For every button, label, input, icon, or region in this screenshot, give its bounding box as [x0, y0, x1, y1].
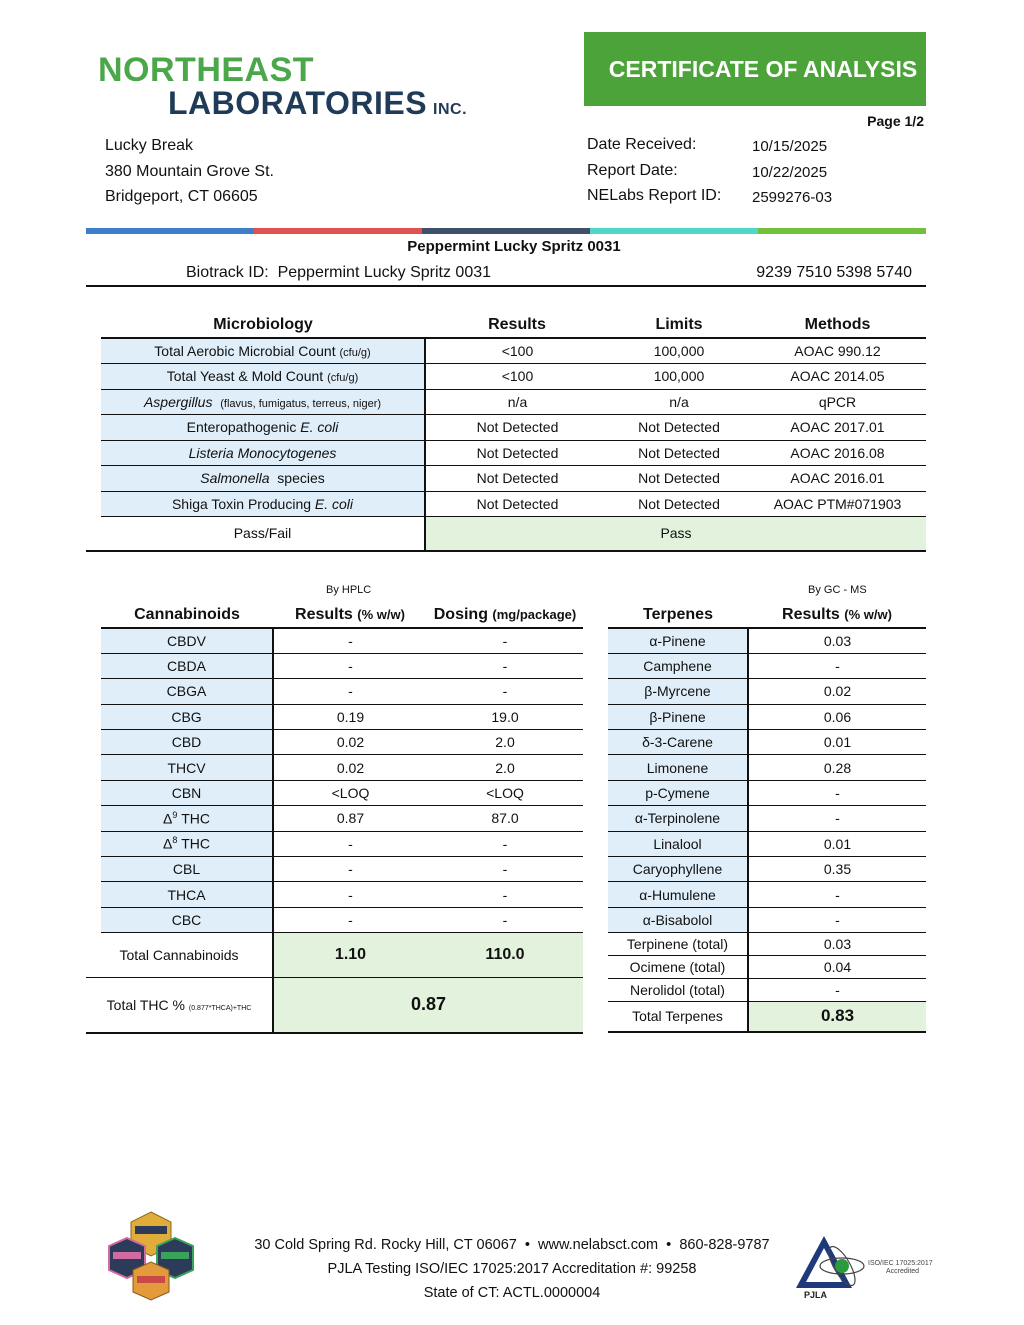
cannabinoid-name: CBG — [101, 704, 273, 729]
terpene-result: 0.01 — [748, 730, 926, 755]
micro-method: AOAC 2014.05 — [749, 364, 926, 390]
terpene-name: α-Humulene — [608, 882, 748, 907]
micro-limit: Not Detected — [609, 415, 749, 441]
cannabinoid-result: 0.87 — [273, 806, 427, 831]
terpene-result: - — [748, 882, 926, 907]
table-row — [608, 653, 926, 678]
total-terpenes-row — [608, 1002, 926, 1032]
bar-segment-navy — [422, 228, 590, 234]
table-row — [86, 491, 926, 517]
client-street: 380 Mountain Grove St. — [105, 163, 274, 180]
total-terpenes-value: 0.83 — [748, 1002, 926, 1032]
micro-method: AOAC 2016.08 — [749, 440, 926, 466]
table-row — [86, 415, 926, 441]
passfail-label: Pass/Fail — [101, 517, 425, 551]
terpene-name: α-Pinene — [608, 628, 748, 653]
footer-website[interactable]: www.nelabsct.com — [538, 1237, 659, 1253]
report-date-label: Report Date: — [587, 162, 678, 179]
terpene-subtotal-result: - — [748, 979, 926, 1002]
micro-result: <100 — [425, 338, 609, 364]
bar-segment-teal — [590, 228, 758, 234]
terpene-result: 0.06 — [748, 704, 926, 729]
micro-method: AOAC 2017.01 — [749, 415, 926, 441]
micro-header-name: Microbiology — [101, 313, 425, 338]
table-row — [86, 679, 583, 704]
table-row — [608, 882, 926, 907]
logo-laboratories: LABORATORIES — [168, 85, 428, 121]
table-row — [86, 389, 926, 415]
cannabinoid-name: $\Delta^8$ THC — [101, 831, 273, 856]
cannabinoid-name: CBDV — [101, 628, 273, 653]
terpene-result: - — [748, 907, 926, 932]
terpene-result: 0.01 — [748, 831, 926, 856]
cannabinoid-dosing: - — [427, 628, 583, 653]
iso-text: ISO/IEC 17025:2017 — [868, 1260, 933, 1267]
table-row — [608, 979, 926, 1002]
cannabinoid-result: - — [273, 628, 427, 653]
table-row — [608, 933, 926, 956]
cannabinoid-name: CBD — [101, 730, 273, 755]
terpene-name: p-Cymene — [608, 780, 748, 805]
company-logo-line2 — [168, 86, 467, 127]
cannabinoid-name: CBN — [101, 780, 273, 805]
terpene-subtotal-name: Terpinene (total) — [608, 933, 748, 956]
table-row — [86, 628, 583, 653]
micro-test-name: Total Yeast & Mold Count (cfu/g) — [101, 364, 425, 390]
cannabinoid-dosing: - — [427, 831, 583, 856]
terpene-name: α-Terpinolene — [608, 806, 748, 831]
terpene-result: - — [748, 780, 926, 805]
micro-test-name: Total Aerobic Microbial Count (cfu/g) — [101, 338, 425, 364]
cannabinoid-name: CBC — [101, 907, 273, 932]
terpene-name: α-Bisabolol — [608, 907, 748, 932]
table-row — [608, 956, 926, 979]
table-row — [608, 628, 926, 653]
micro-limit: Not Detected — [609, 440, 749, 466]
biotrack-line — [186, 264, 491, 282]
pjla-accreditation-logo — [790, 1232, 942, 1306]
iso-accredited-text: Accredited — [886, 1268, 920, 1275]
cannabinoid-result: <LOQ — [273, 780, 427, 805]
table-row — [86, 857, 583, 882]
cannabinoid-result: - — [273, 907, 427, 932]
biotrack-value: Peppermint Lucky Spritz 0031 — [277, 264, 492, 281]
cannabinoid-name: THCA — [101, 882, 273, 907]
total-cannabinoids-result: 1.10 — [273, 933, 427, 978]
table-row — [608, 704, 926, 729]
cannabinoid-dosing: 19.0 — [427, 704, 583, 729]
total-cannabinoids-label: Total Cannabinoids — [86, 933, 273, 978]
micro-header-methods: Methods — [749, 313, 926, 338]
cannabinoid-result: - — [273, 882, 427, 907]
micro-method: qPCR — [749, 389, 926, 415]
footer-phone: 860-828-9787 — [679, 1237, 770, 1253]
date-received-value: 10/15/2025 — [752, 138, 828, 155]
cannabinoid-dosing: - — [427, 679, 583, 704]
table-row — [608, 831, 926, 856]
terpene-name: Linalool — [608, 831, 748, 856]
cannabinoid-name: CBGA — [101, 679, 273, 704]
micro-test-name: Salmonella species — [101, 466, 425, 492]
total-cannabinoids-dosing: 110.0 — [427, 933, 583, 978]
terpene-header-name: Terpenes — [608, 603, 748, 628]
passfail-value: Pass — [425, 517, 926, 551]
cannabinoid-name: THCV — [101, 755, 273, 780]
table-row — [86, 882, 583, 907]
report-id-label: NELabs Report ID: — [587, 187, 722, 204]
footer-address: 30 Cold Spring Rd. Rocky Hill, CT 06067 — [254, 1237, 517, 1253]
cannabinoid-name: CBDA — [101, 653, 273, 678]
bar-segment-red — [254, 228, 422, 234]
micro-test-name: Enteropathogenic E. coli — [101, 415, 425, 441]
cannabinoid-header-dosing: Dosing (mg/package) — [427, 603, 583, 628]
table-row — [86, 338, 926, 364]
passfail-row — [86, 517, 926, 551]
table-row — [86, 364, 926, 390]
cannabinoid-dosing: - — [427, 907, 583, 932]
micro-result: Not Detected — [425, 466, 609, 492]
terpene-name: δ-3-Carene — [608, 730, 748, 755]
page-number: Page 1/2 — [867, 113, 924, 129]
table-row — [608, 730, 926, 755]
table-row — [86, 440, 926, 466]
micro-test-name: Aspergillus (flavus, fumigatus, terreus, niger) — [101, 389, 425, 415]
color-divider-bar — [86, 228, 926, 234]
micro-result: Not Detected — [425, 491, 609, 517]
terpene-result: - — [748, 653, 926, 678]
micro-limit: 100,000 — [609, 338, 749, 364]
micro-limit: Not Detected — [609, 466, 749, 492]
award-badges-icon — [105, 1210, 197, 1302]
total-thc-row — [86, 978, 583, 1033]
terpene-subtotal-name: Ocimene (total) — [608, 956, 748, 979]
footer-accreditation: PJLA Testing ISO/IEC 17025:2017 Accreditation #: 99258 — [327, 1261, 697, 1277]
footer-state-license: State of CT: ACTL.0000004 — [423, 1285, 601, 1301]
terpene-result: 0.35 — [748, 857, 926, 882]
total-terpenes-label: Total Terpenes — [608, 1002, 748, 1032]
report-id-value: 2599276-03 — [752, 189, 833, 206]
terpene-subtotal-result: 0.03 — [748, 933, 926, 956]
cannabinoid-result: - — [273, 857, 427, 882]
product-divider — [86, 285, 926, 287]
biotrack-label: Biotrack ID: — [186, 264, 269, 281]
micro-limit: Not Detected — [609, 491, 749, 517]
cannabinoid-result: - — [273, 831, 427, 856]
micro-result: Not Detected — [425, 415, 609, 441]
micro-result: <100 — [425, 364, 609, 390]
total-cannabinoids-row — [86, 933, 583, 978]
terpene-name: β-Myrcene — [608, 679, 748, 704]
terpene-result: 0.28 — [748, 755, 926, 780]
cannabinoid-dosing: 87.0 — [427, 806, 583, 831]
cannabinoid-dosing: 2.0 — [427, 730, 583, 755]
micro-result: n/a — [425, 389, 609, 415]
micro-limit: n/a — [609, 389, 749, 415]
company-logo-line1: NORTHEAST — [98, 51, 315, 89]
table-row — [86, 653, 583, 678]
terpene-result: 0.02 — [748, 679, 926, 704]
cannabinoid-dosing: - — [427, 857, 583, 882]
terpene-subtotal-result: 0.04 — [748, 956, 926, 979]
terpene-name: Limonene — [608, 755, 748, 780]
terpenes-table — [608, 603, 926, 1033]
micro-method: AOAC PTM#071903 — [749, 491, 926, 517]
cannabinoid-header-results: Results (% w/w) — [273, 603, 427, 628]
micro-limit: 100,000 — [609, 364, 749, 390]
micro-test-name: Listeria Monocytogenes — [101, 440, 425, 466]
cannabinoids-table — [86, 603, 583, 1034]
cannabinoid-dosing: 2.0 — [427, 755, 583, 780]
table-pad — [86, 313, 101, 338]
terpene-header-results: Results (% w/w) — [748, 603, 926, 628]
client-name: Lucky Break — [105, 137, 194, 154]
total-thc-value: 0.87 — [273, 978, 583, 1033]
micro-test-name: Shiga Toxin Producing E. coli — [101, 491, 425, 517]
terpene-result: 0.03 — [748, 628, 926, 653]
cannabinoid-name: CBL — [101, 857, 273, 882]
cannabinoid-dosing: <LOQ — [427, 780, 583, 805]
date-received-label: Date Received: — [587, 136, 697, 153]
table-row — [608, 780, 926, 805]
cannabinoid-method-label: By HPLC — [326, 584, 372, 596]
product-title: Peppermint Lucky Spritz 0031 — [407, 238, 621, 255]
cannabinoid-name: $\Delta^9$ THC — [101, 806, 273, 831]
micro-header-limits: Limits — [609, 313, 749, 338]
microbiology-table — [86, 313, 926, 552]
report-date-value: 10/22/2025 — [752, 164, 828, 181]
table-row — [86, 831, 583, 856]
bar-segment-green — [758, 228, 926, 234]
table-row — [608, 755, 926, 780]
table-row — [608, 679, 926, 704]
cannabinoid-result: 0.19 — [273, 704, 427, 729]
table-row — [86, 780, 583, 805]
terpene-result: - — [748, 806, 926, 831]
table-row — [86, 466, 926, 492]
table-row — [86, 806, 583, 831]
cannabinoid-result: - — [273, 653, 427, 678]
footer-contact-line: 30 Cold Spring Rd. Rocky Hill, CT 06067 • www.nelabsct.com • 860-828-9787 — [254, 1237, 770, 1253]
micro-method: AOAC 990.12 — [749, 338, 926, 364]
cannabinoid-result: - — [273, 679, 427, 704]
cannabinoid-dosing: - — [427, 882, 583, 907]
table-row — [86, 907, 583, 932]
terpene-name: β-Pinene — [608, 704, 748, 729]
barcode-number: 9239 7510 5398 5740 — [756, 264, 912, 281]
micro-method: AOAC 2016.01 — [749, 466, 926, 492]
cannabinoid-result: 0.02 — [273, 730, 427, 755]
table-row — [608, 907, 926, 932]
bar-segment-blue — [86, 228, 254, 234]
table-row — [608, 857, 926, 882]
logo-inc: INC. — [433, 101, 468, 118]
terpene-name: Camphene — [608, 653, 748, 678]
certificate-banner: CERTIFICATE OF ANALYSIS — [584, 32, 926, 106]
cannabinoid-header-name: Cannabinoids — [101, 603, 273, 628]
cannabinoid-dosing: - — [427, 653, 583, 678]
pjla-text: PJLA — [804, 1290, 828, 1300]
micro-header-results: Results — [425, 313, 609, 338]
cannabinoid-result: 0.02 — [273, 755, 427, 780]
table-row — [86, 704, 583, 729]
table-row — [608, 806, 926, 831]
micro-result: Not Detected — [425, 440, 609, 466]
terpene-name: Caryophyllene — [608, 857, 748, 882]
total-thc-label: Total THC % (0.877*THCA)+THC — [86, 978, 273, 1033]
table-row — [86, 755, 583, 780]
table-row — [86, 730, 583, 755]
client-city: Bridgeport, CT 06605 — [105, 188, 258, 205]
terpene-subtotal-name: Nerolidol (total) — [608, 979, 748, 1002]
terpene-method-label: By GC - MS — [808, 584, 867, 596]
